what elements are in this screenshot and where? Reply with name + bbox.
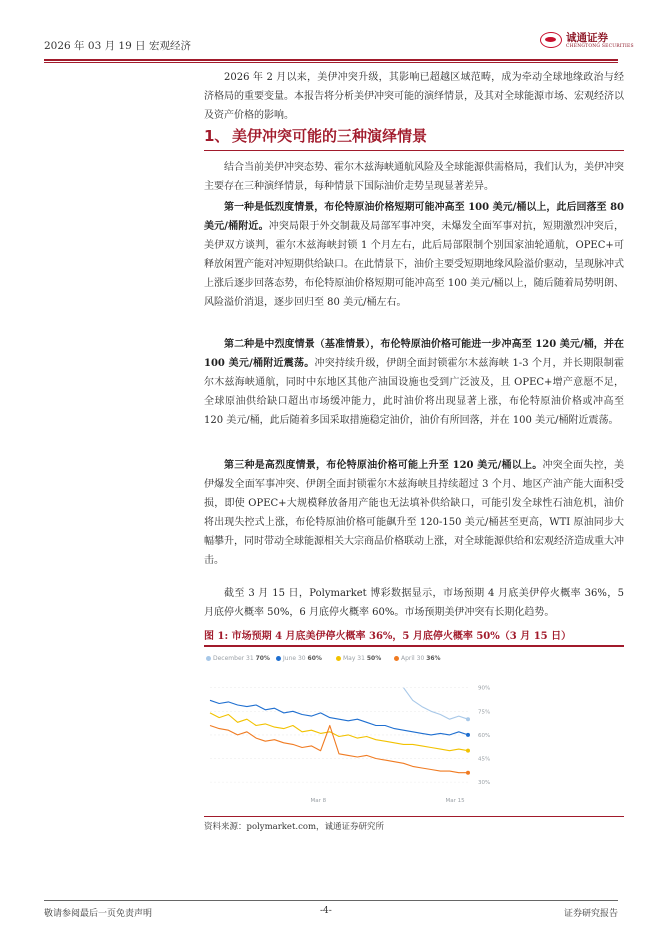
logo-icon xyxy=(540,32,562,48)
legend-label: June 30 xyxy=(283,655,306,662)
y-tick-label: 75% xyxy=(478,709,491,716)
section-title: 美伊冲突可能的三种演绎情景 xyxy=(232,127,428,145)
series-endpoint xyxy=(466,771,470,775)
header-divider-thin xyxy=(44,62,618,63)
paragraph-low-intensity xyxy=(204,198,624,312)
y-tick-label: 90% xyxy=(478,685,491,692)
logo-text-cn: 诚通证券 xyxy=(566,32,608,44)
section-divider xyxy=(204,150,624,151)
scenario-low-heading: 第一种是低烈度情景，布伦特原油价格短期可能冲高至 100 美元/桶以上，此后回落至 80 美元/桶附近。 xyxy=(204,202,624,232)
scenario-mid-text: 冲突持续升级，伊朗全面封锁霍尔木兹海峡 1-3 个月，并长期限制霍尔木兹海峡通航，同时中东地区其他产油国设施也受到广泛波及，且 OPEC+增产意愿不足，全球原油供给缺口超出市场缓冲能力，此时油价将出现显著上涨，布伦特原油价格或冲高至 120 美元/桶，此后随着多国采取措施稳定油价，油价有所回落，并在 100 美元/桶附近震荡。 xyxy=(204,358,624,426)
legend-value: 36% xyxy=(426,655,441,662)
legend-value: 60% xyxy=(307,655,322,662)
series-endpoint xyxy=(466,717,470,721)
paragraph-overview: 结合当前美伊冲突态势、霍尔木兹海峡通航风险及全球能源供需格局，我们认为，美伊冲突主要存在三种演绎情景，每种情景下国际油价走势呈现显著差异。 xyxy=(204,162,624,192)
scenario-low-text: 冲突局限于外交制裁及局部军事冲突，未爆发全面军事对抗，短期激烈冲突后，美伊双方谈判，霍尔木兹海峡封锁 1 个月左右，此后局部限制个别国家油轮通航，OPEC+可释放闲置产能对冲短期供给缺口。在此情景下，油价主要受短期地缘风险溢价驱动，呈现脉冲式上涨后逐步回落态势，布伦特原油价格短期可能冲高至 100 美元/桶以上，随后随着局势明朗、风险溢价消退，逐步回归至 80 美元/桶左右。 xyxy=(204,221,625,308)
figure-title-divider xyxy=(204,645,624,647)
intro-paragraph: 2026 年 2 月以来，美伊冲突升级，其影响已超越区域范畴，成为牵动全球地缘政治与经济格局的重要变量。本报告将分析美伊冲突可能的演绎情景，及其对全球能源市场、宏观经济以及资产价格的影响。 xyxy=(204,72,624,121)
y-tick-label: 45% xyxy=(478,756,491,763)
page-header xyxy=(44,32,634,60)
paragraph-high-intensity xyxy=(204,456,624,570)
chart-plot-area xyxy=(204,650,504,810)
scenario-mid-heading: 第二种是中烈度情景（基准情景），布伦特原油价格可能进一步冲高至 120 美元/桶，并在 100 美元/桶附近震荡。 xyxy=(204,339,624,369)
footer-report-type: 证券研究报告 xyxy=(563,909,618,919)
source-divider xyxy=(204,816,624,817)
series-endpoint xyxy=(466,749,470,753)
page-number: -4- xyxy=(320,906,332,916)
paragraph-polymarket: 截至 3 月 15 日，Polymarket 博彩数据显示，市场预期 4 月底美伊停火概率 36%，5 月底停火概率 50%，6 月底停火概率 60%。市场预期美伊冲突有长期化趋势。 xyxy=(204,588,624,618)
logo-text-en: CHENGTONG SECURITIES xyxy=(566,44,634,49)
footer-divider xyxy=(44,900,618,901)
series-endpoint xyxy=(466,733,470,737)
footer-disclaimer: 敬请参阅最后一页免责声明 xyxy=(44,909,153,919)
probability-chart xyxy=(204,650,504,810)
x-tick-label: Mar 8 xyxy=(310,798,327,804)
section-number: 1、 xyxy=(204,127,230,145)
series-line xyxy=(210,726,468,773)
legend-value: 50% xyxy=(366,655,382,662)
section-heading xyxy=(204,125,624,153)
x-tick-label: Mar 15 xyxy=(445,798,465,804)
figure-source: 资料来源：polymarket.com，诚通证券研究所 xyxy=(204,822,385,832)
company-logo xyxy=(540,30,634,54)
series-line xyxy=(404,688,469,720)
legend-label: May 31 xyxy=(343,655,365,662)
scenario-high-heading: 第三种是高烈度情景，布伦特原油价格可能上升至 120 美元/桶以上。 xyxy=(224,460,543,471)
series-line xyxy=(210,700,468,735)
figure-title: 图 1: 市场预期 4 月底美伊停火概率 36%，5 月底停火概率 50%（3 月 15 日） xyxy=(204,631,572,642)
header-divider xyxy=(44,59,618,61)
legend-label: December 31 xyxy=(213,655,254,662)
y-tick-label: 60% xyxy=(478,732,491,739)
header-date-category: 2026 年 03 月 19 日 宏观经济 xyxy=(44,40,191,52)
legend-label: April 30 xyxy=(401,655,425,662)
paragraph-mid-intensity xyxy=(204,335,624,430)
legend-value: 70% xyxy=(255,655,270,662)
scenario-high-text: 冲突全面失控，美伊爆发全面军事冲突、伊朗全面封锁霍尔木兹海峡且持续超过 3 个月、地区产油产能大面积受损，即使 OPEC+大规模释放备用产能也无法填补供给缺口，可能引发全球性石油危机，油价将出现失控式上涨，布伦特原油价格可能飙升至 120-150 美元/桶甚至更高，WTI 原油同步大幅攀升，同时带动全球能源相关大宗商品价格联动上涨，对全球能源供给和宏观经济造成重大冲击。 xyxy=(204,460,625,566)
y-tick-label: 30% xyxy=(478,780,491,787)
series-line xyxy=(210,713,468,751)
